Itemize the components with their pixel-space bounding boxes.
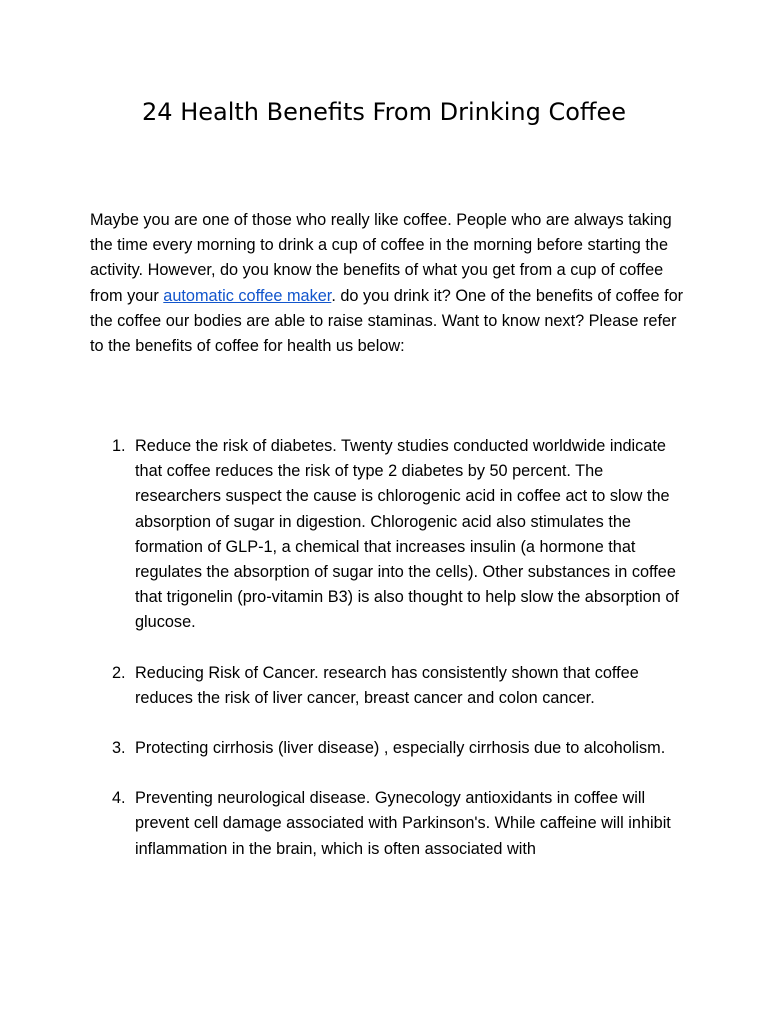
list-item-number: 4. <box>112 789 126 808</box>
intro-text-before-link: Maybe you are one of those who really like coffee. People who are always taking the time every morning to drink a cup of coffee in the morning before starting the activity. However, do you know the benefits of what you get from a cup of coffee from your <box>90 211 672 305</box>
automatic-coffee-maker-link[interactable]: automatic coffee maker <box>163 286 332 305</box>
intro-text-after-link: . do you drink it? One of the benefits of coffee for the coffee our bodies are able to raise staminas. Want to know next? Please refer to the benefits of coffee for health us below: <box>90 286 684 356</box>
list-item <box>90 661 690 711</box>
list-item-text: Protecting cirrhosis (liver disease) , especially cirrhosis due to alcoholism. <box>135 739 666 758</box>
list-item-text: Reduce the risk of diabetes. Twenty studies conducted worldwide indicate that coffee reduces the risk of type 2 diabetes by 50 percent. The researchers suspect the cause is chlorogenic acid in coffee act to slow the absorption of sugar in digestion. Chlorogenic acid also stimulates the formation of GLP-1, a chemical that increases insulin (a hormone that regulates the absorption of sugar into the cells). Other substances in coffee that trigonelin (pro-vitamin B3) is also thought to help slow the absorption of glucose. <box>135 437 679 632</box>
intro-paragraph <box>90 208 690 359</box>
list-item <box>90 434 690 636</box>
page-title: 24 Health Benefits From Drinking Coffee <box>142 98 626 126</box>
list-item <box>90 736 690 761</box>
list-item-text: Reducing Risk of Cancer. research has consistently shown that coffee reduces the risk of liver cancer, breast cancer and colon cancer. <box>135 663 639 707</box>
list-item <box>90 786 690 862</box>
list-item-number: 3. <box>112 739 126 758</box>
benefits-list <box>90 434 690 887</box>
list-item-text: Preventing neurological disease. Gynecology antioxidants in coffee will prevent cell damage associated with Parkinson's. While caffeine will inhibit inflammation in the brain, which is often associated with <box>135 789 671 858</box>
list-item-number: 1. <box>112 437 126 455</box>
list-item-number: 2. <box>112 663 126 682</box>
